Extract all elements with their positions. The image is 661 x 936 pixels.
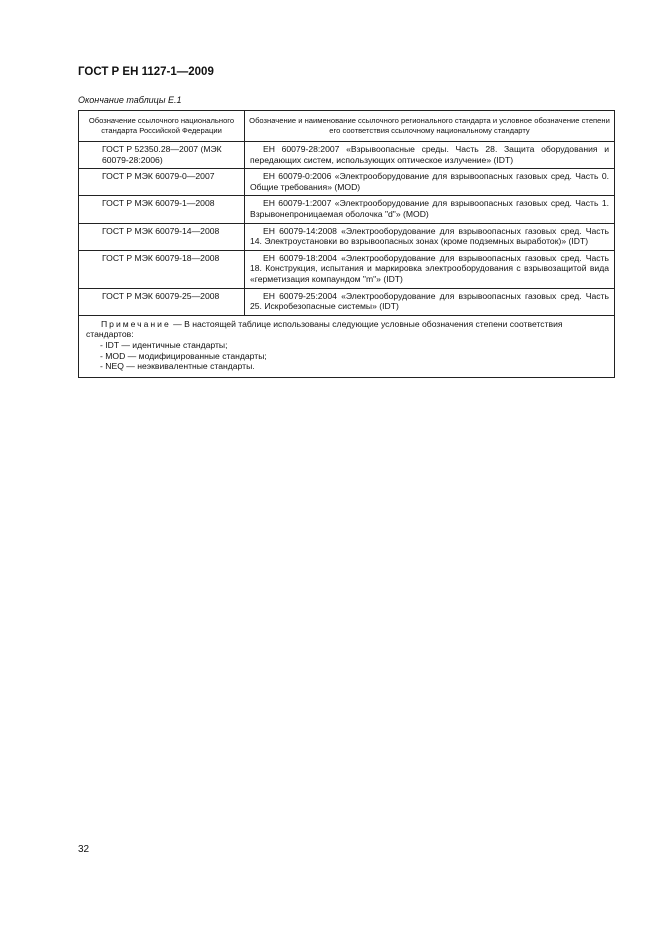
cell-national-standard: ГОСТ Р МЭК 60079-25—2008: [79, 288, 245, 315]
note-paragraph: [86, 319, 607, 340]
table-row: [79, 288, 615, 315]
cell-regional-standard: ЕН 60079-28:2007 «Взрывоопасные среды. Часть 28. Защита оборудования и передающих систем, использующих оптическое излучение» (IDT): [245, 142, 615, 169]
cell-national-standard: ГОСТ Р МЭК 60079-14—2008: [79, 223, 245, 250]
column-header-national: Обозначение ссылочного национального стандарта Российской Федерации: [79, 111, 245, 142]
table-row: [79, 223, 615, 250]
note-text: — В настоящей таблице использованы следующие условные обозначения степени соответствия стандартов:: [86, 318, 563, 340]
cell-regional-standard: ЕН 60079-14:2008 «Электрооборудование для взрывоопасных газовых сред. Часть 14. Электроустановки во взрывоопасных зонах (кроме подземных выработок)» (IDT): [245, 223, 615, 250]
cell-regional-standard: ЕН 60079-1:2007 «Электрооборудование для взрывоопасных газовых сред. Часть 1. Взрывонепроницаемая оболочка "d"» (MOD): [245, 196, 615, 223]
note-item: - NEQ — неэквивалентные стандарты.: [100, 361, 255, 372]
note-item: - IDT — идентичные стандарты;: [100, 339, 228, 350]
cell-regional-standard: ЕН 60079-18:2004 «Электрооборудование для взрывоопасных газовых сред. Часть 18. Конструкция, испытания и маркировка электрооборудования с взрывозащитой вида «герметизация компаундом "m"» (IDT): [245, 250, 615, 288]
table-row: [79, 169, 615, 196]
table-note-row: [79, 315, 615, 377]
cell-regional-standard: ЕН 60079-0:2006 «Электрооборудование для взрывоопасных газовых сред. Часть 0. Общие требования» (MOD): [245, 169, 615, 196]
table-row: [79, 250, 615, 288]
table-row: [79, 196, 615, 223]
document-header: ГОСТ Р ЕН 1127-1—2009: [78, 66, 214, 78]
cell-regional-standard: ЕН 60079-25:2004 «Электрооборудование для взрывоопасных газовых сред. Часть 25. Искробезопасные системы» (IDT): [245, 288, 615, 315]
cell-national-standard: ГОСТ Р МЭК 60079-0—2007: [79, 169, 245, 196]
cell-national-standard: ГОСТ Р МЭК 60079-18—2008: [79, 250, 245, 288]
table-row: [79, 142, 615, 169]
table-caption: Окончание таблицы Е.1: [78, 95, 182, 105]
cell-national-standard: ГОСТ Р МЭК 60079-1—2008: [79, 196, 245, 223]
reference-table: [78, 110, 615, 378]
note-item: - MOD — модифицированные стандарты;: [100, 350, 267, 361]
column-header-regional: Обозначение и наименование ссылочного регионального стандарта и условное обозначение степени его соответствия ссылочному национальному стандарту: [245, 111, 615, 142]
page-number: 32: [78, 844, 90, 855]
table-note: [79, 315, 615, 377]
cell-national-standard: ГОСТ Р 52350.28—2007 (МЭК 60079-28:2006): [79, 142, 245, 169]
table-header-row: [79, 111, 615, 142]
note-label: Примечание: [101, 318, 171, 329]
